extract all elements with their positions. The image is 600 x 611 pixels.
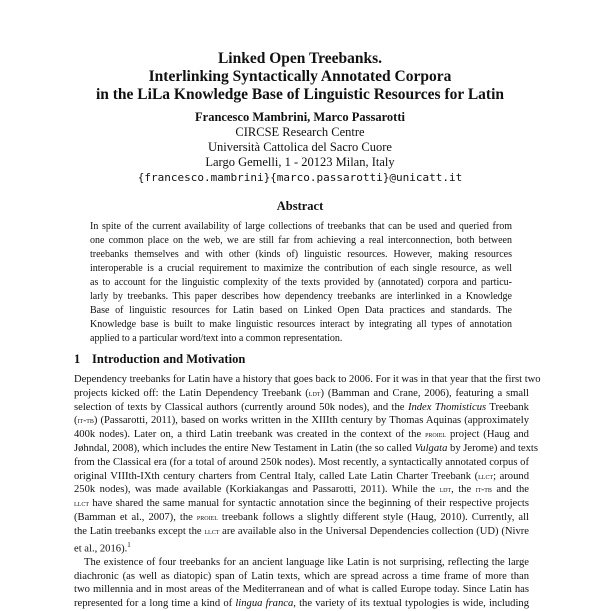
paragraph-2-line [74, 556, 529, 570]
text-run: are available also in the Universal Dependencies collection (UD) (Nivre [219, 525, 529, 537]
section-number: 1 [74, 352, 81, 366]
text-run: 400k nodes). Later on, a third Latin treebank was created in the context of the [74, 429, 426, 441]
abstract-line: larly by treebanks. This paper describes how dependency treebanks are interlinked in a Knowledge [90, 291, 512, 302]
affiliation-line-1: CIRCSE Research Centre [235, 125, 365, 139]
text-run: project (Haug and [446, 429, 529, 441]
text-run: ; around [493, 470, 529, 482]
abstract-line: Base of linguistic resources for Latin based on Linked Open Data practices and standards. The [90, 305, 512, 316]
abstract-line: interoperable is a crucial requirement to maximize the contribution of each single resource, as well [90, 263, 512, 274]
author-block [60, 110, 540, 185]
paragraph-1-line [74, 456, 529, 470]
paragraph-2-line [74, 570, 529, 584]
paragraph-1-line [74, 373, 541, 387]
abbreviation: proiel [425, 429, 447, 440]
text-run: , the variety of its textual typologies is wide, including [293, 598, 530, 610]
author-email: {francesco.mambrini}{marco.passarotti}@unicatt.it [137, 171, 463, 184]
paragraph-1-line [74, 414, 529, 428]
text-run: The existence of four treebanks for an ancient language like Latin is not surprising, reflecting the large [84, 556, 529, 568]
text-run: selection of texts by Classical authors (currently around 50k nodes), and the [74, 401, 408, 413]
paragraph-1-line [74, 497, 529, 511]
abbreviation: it-tb [475, 484, 492, 495]
text-run: have shared the same manual for syntactic annotation since the beginning of their respective projects [89, 498, 529, 510]
text-run: ) (Bamman and Crane, 2006), featuring a small [320, 387, 529, 399]
affiliation-line-3: Largo Gemelli, 1 - 20123 Milan, Italy [205, 155, 395, 169]
text-run: et al., 2016). [74, 543, 128, 555]
paragraph-1-line [74, 511, 529, 525]
text-run: the Latin treebanks except the [74, 525, 205, 537]
abstract-heading: Abstract [276, 199, 324, 213]
emphasis-text: Vulgata [414, 442, 448, 454]
paragraph-1-line [74, 483, 529, 497]
footnote-marker: 1 [127, 540, 131, 549]
abstract-line: as to account for the linguistic complexity of the texts provided by (annotated) corpora and particu- [90, 277, 512, 288]
text-run: original VIIIth-IXth century charters from Central Italy, called Late Latin Charter Treebank ( [74, 470, 479, 482]
abstract-line: one common place on the web, we are still far from achieving a real interconnection, both between [90, 235, 512, 246]
paragraph-1-line [74, 401, 529, 415]
text-run: Dependency treebanks for Latin have a history that goes back to 2006. For it was in that year that the first two [74, 374, 541, 385]
text-run: diachronic (as well as diatopic) span of Latin texts, which are spread across a time frame of more than [74, 570, 529, 582]
abbreviation: ldt [308, 387, 321, 398]
emphasis-text: lingua franca [235, 598, 294, 610]
text-run: represented for a long time a kind of [74, 598, 236, 610]
text-run: projects kicked off: the Latin Dependency Treebank ( [74, 387, 309, 399]
text-run: (Bamman et al., 2007), the [74, 511, 197, 523]
abbreviation: it-tb [77, 415, 94, 426]
abstract-line: treebanks themselves and with other (kinds of) linguistic resources. However, making resources [90, 249, 512, 260]
text-run: Treebank [486, 401, 529, 413]
author-names: Francesco Mambrini, Marco Passarotti [195, 110, 405, 124]
abbreviation: llct [204, 525, 220, 536]
abbreviation: llct [74, 498, 89, 509]
affiliation-line-2: Università Cattolica del Sacro Cuore [208, 140, 392, 154]
abbreviation: llct [478, 470, 494, 481]
text-run: and the [491, 484, 530, 496]
paragraph-2-line [74, 583, 529, 597]
section-heading [74, 352, 245, 367]
text-run: ) (Passarotti, 2011), based on works written in the XIIIth century by Thomas Aquinas (approximately [93, 415, 529, 427]
title-line-2: Interlinking Syntactically Annotated Corpora [148, 68, 452, 85]
abstract-line: applied to a particular word/text into a common representation. [90, 333, 343, 344]
section-title: Introduction and Motivation [92, 352, 246, 366]
paragraph-1-line [74, 387, 529, 401]
text-run: treebank follows a slightly different style (Haug, 2010). Currently, all [217, 511, 529, 523]
abbreviation: proiel [196, 511, 218, 522]
body-text [74, 373, 541, 611]
text-run: ( [74, 415, 78, 427]
title-line-3: in the LiLa Knowledge Base of Linguistic Resources for Latin [95, 86, 505, 103]
paragraph-1-line [74, 428, 529, 442]
paragraph-1-line [74, 539, 529, 556]
text-run: from the Classical era (for a total of around 250k nodes). Most recently, a syntactically annotated corpus of [74, 456, 529, 468]
text-run: , the [451, 484, 476, 496]
text-run: two millennia and in most areas of the Mediterranean and of what is called Europe today. Since Latin has [74, 584, 529, 596]
abstract-text [90, 220, 512, 346]
title-line-1: Linked Open Treebanks. [217, 50, 383, 67]
paragraph-2-line [74, 597, 529, 611]
text-run: 250k nodes), was made available (Korkiakangas and Passarotti, 2011). While the [74, 484, 440, 496]
paragraph-1-line [74, 525, 529, 539]
paragraph-1-line [74, 442, 539, 456]
text-run: by Jerome) and texts [447, 442, 539, 454]
abstract-line: Knowledge base is built to make linguistic resources interact by integrating all types of annotation [90, 319, 512, 330]
abstract-line: In spite of the current availability of large collections of treebanks that can be used and queried from [90, 221, 512, 232]
text-run: Jøhndal, 2008), which includes the entire New Testament in Latin (the so called [74, 442, 415, 454]
abbreviation: ldt [439, 484, 452, 495]
paragraph-1-line [74, 470, 529, 484]
paper-title [60, 50, 540, 104]
emphasis-text: Index Thomisticus [407, 401, 487, 413]
